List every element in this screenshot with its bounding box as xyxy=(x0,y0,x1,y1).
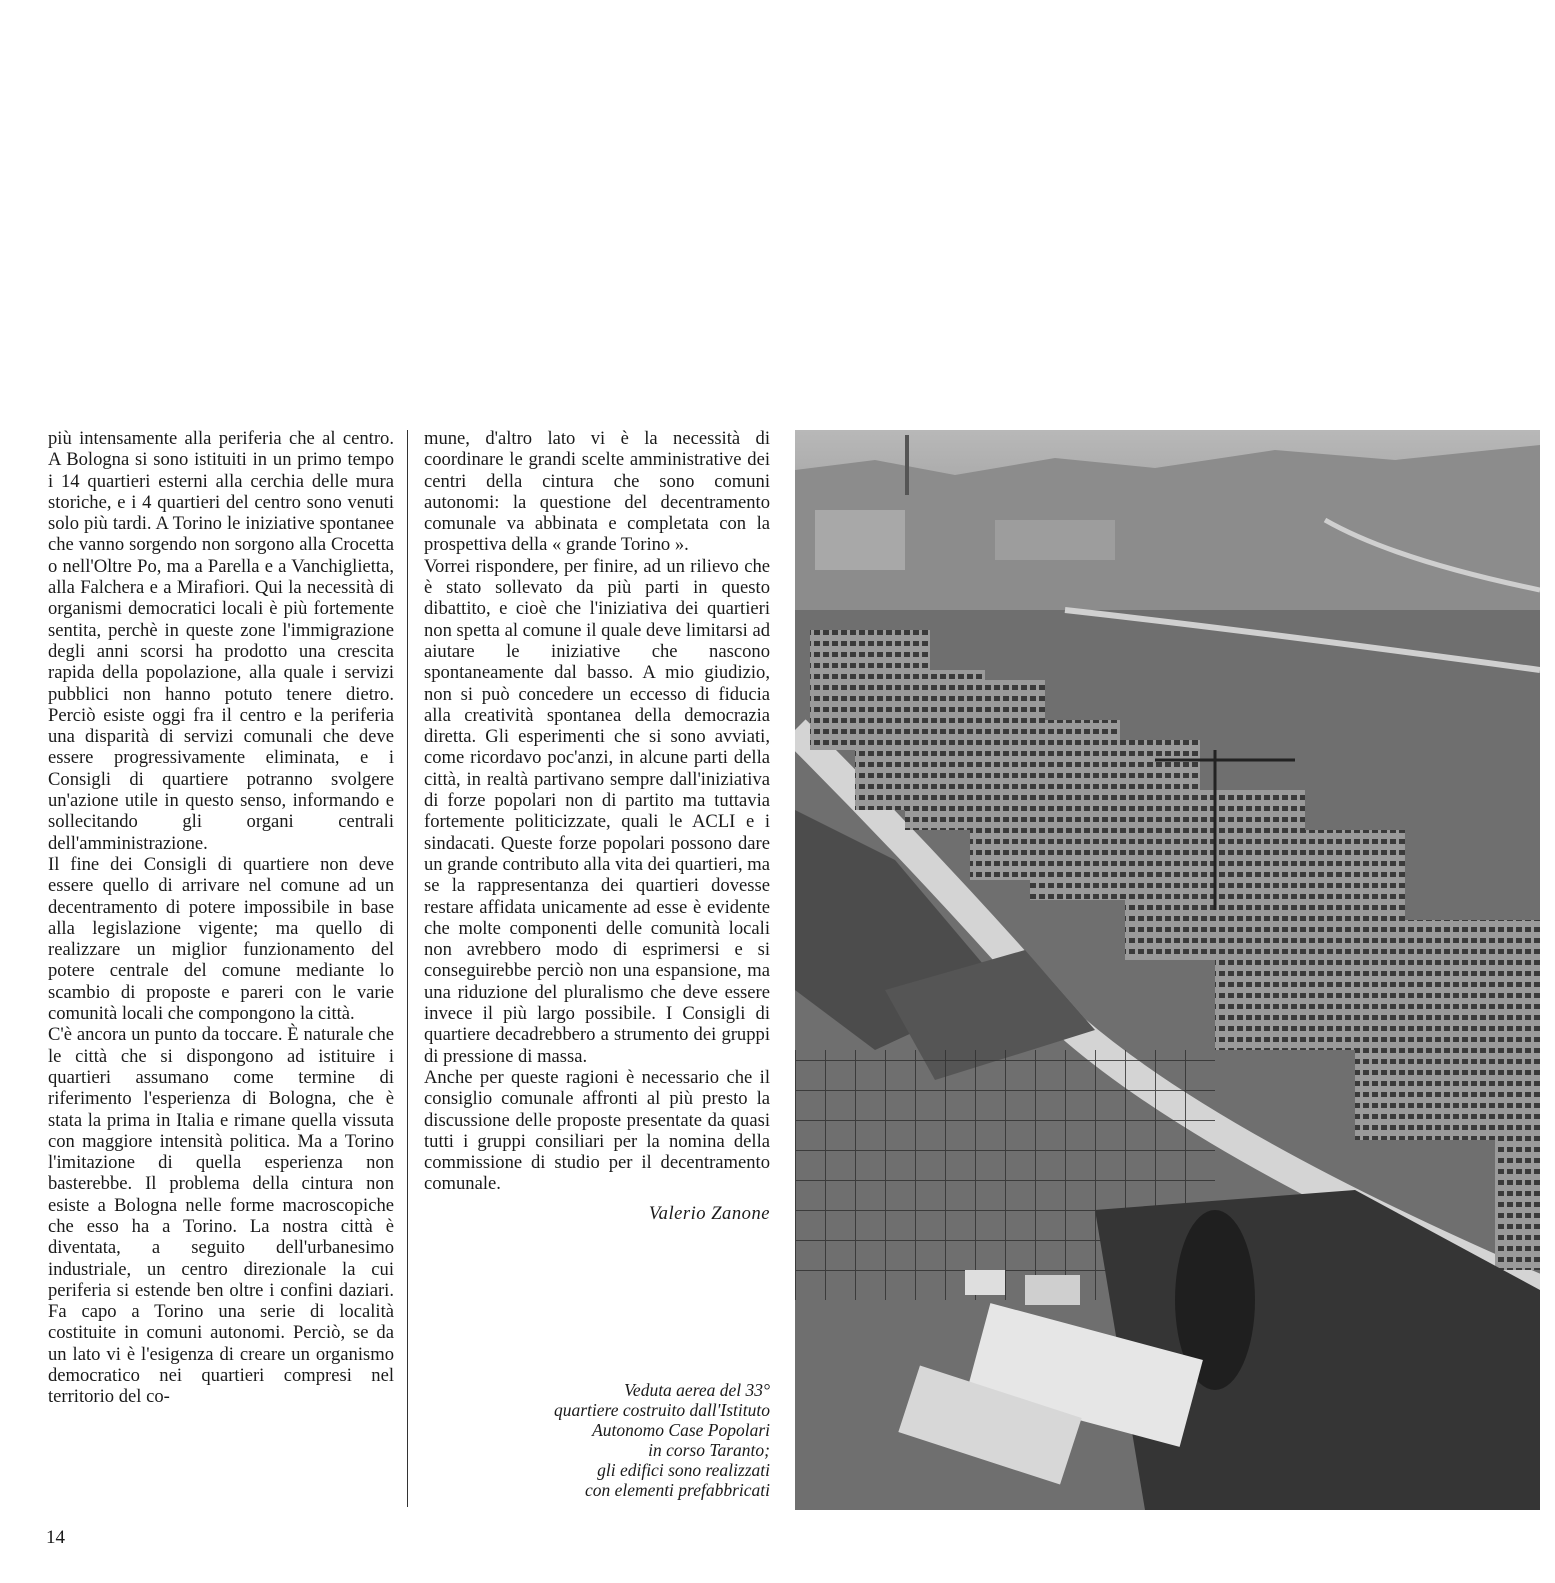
paragraph: C'è ancora un punto da toccare. È naturale che le città che si dispongono ad istituire i quartieri assumano come termine di riferimento l'esperienza di Bologna, che è stata la prima in Italia e rimane quella vissuta con maggiore intensità politica. Ma a Torino l'imitazione di quella esperienza non basterebbe. Il problema della cintura non esiste a Bologna nelle forme macroscopiche che esso ha a Torino. La nostra città è diventata, a seguito dell'urbanesimo industriale, un centro direzionale la cui periferia si estende ben oltre i confini daziari. Fa capo a Torino una serie di località costituite in comuni autonomi. Perciò, se da un lato vi è l'esigenza di creare un organismo democratico nei quartieri compresi nel territorio del co- xyxy=(48,1024,394,1408)
aerial-photo xyxy=(795,430,1540,1510)
photo-caption xyxy=(470,1380,770,1500)
author-signature: Valerio Zanone xyxy=(648,1202,770,1224)
text-column-right xyxy=(424,428,770,1224)
paragraph: mune, d'altro lato vi è la necessità di coordinare le grandi scelte amministrative dei centri della cintura che sono comuni autonomi: la questione del decentramento comunale va abbinata e completata con la prospettiva della « grande Torino ». xyxy=(424,428,770,556)
caption-line: gli edifici sono realizzati xyxy=(597,1460,770,1480)
paragraph: Il fine dei Consigli di quartiere non deve essere quello di arrivare nel comune ad un decentramento di potere impossibile in base alla legislazione vigente; ma quello di realizzare un miglior funzionamento del potere centrale del comune mediante lo scambio di proposte e pareri con le varie comunità locali che compongono la città. xyxy=(48,853,394,1025)
paragraph: più intensamente alla periferia che al centro. A Bologna si sono istituiti in un primo tempo i 14 quartieri esterni alla cerchia delle mura storiche, e i 4 quartieri del centro sono venuti solo più tardi. A Torino le iniziative spontanee che vanno sorgendo non sorgono alla Crocetta o nell'Oltre Po, ma a Parella e a Vanchiglietta, alla Falchera e a Mirafiori. Qui la necessità di organismi democratici locali è più fortemente sentita, perchè in queste zone l'immigrazione degli anni scorsi ha prodotto una crescita rapida della popolazione, alla quale i servizi pubblici non hanno potuto tenere dietro. Perciò esiste oggi fra il centro e la periferia una disparità di servizi comunali che deve essere progressivamente eliminata, e i Consigli di quartiere potranno svolgere un'azione utile in questo senso, informando e sollecitando gli organi centrali dell'amministrazione. xyxy=(48,428,394,854)
caption-line: Veduta aerea del 33° xyxy=(624,1380,770,1400)
caption-line: in corso Taranto; xyxy=(648,1440,770,1460)
caption-line: Autonomo Case Popolari xyxy=(592,1420,770,1440)
text-column-left xyxy=(48,428,394,1408)
paragraph: Anche per queste ragioni è necessario che il consiglio comunale affronti al più presto la discussione delle proposte presentate da quasi tutti i gruppi consiliari per la nomina della commissione di studio per il decentramento comunale. xyxy=(424,1066,770,1195)
caption-line: quartiere costruito dall'Istituto xyxy=(553,1400,770,1420)
column-divider xyxy=(407,430,408,1507)
page-number: 14 xyxy=(46,1527,65,1548)
aerial-photo-illustration xyxy=(795,430,1540,1510)
caption-line: con elementi prefabbricati xyxy=(585,1480,770,1500)
paragraph: Vorrei rispondere, per finire, ad un rilievo che è stato sollevato da più parti in questo dibattito, e cioè che l'iniziativa dei quartieri non spetta al comune il quale deve limitarsi ad aiutare le iniziative che nascono spontaneamente dal basso. A mio giudizio, non si può concedere un eccesso di fiducia alla creatività spontanea della democrazia diretta. Gli esperimenti che si sono avviati, come ricordavo poc'anzi, in alcune parti della città, in realtà partivano sempre dall'iniziativa di forze popolari non di partito ma tuttavia fortemente politicizzate, quali le ACLI e i sindacati. Queste forze popolari possono dare un grande contributo alla vita dei quartieri, ma se la rappresentanza dei quartieri dovesse restare affidata unicamente ad esse è evidente che molte componenti delle comunità locali non avrebbero modo di esprimersi e si conseguirebbe perciò non una espansione, ma una riduzione del pluralismo che deve essere invece il più largo possibile. I Consigli di quartiere decadrebbero a strumento dei gruppi di pressione di massa. xyxy=(424,555,770,1067)
